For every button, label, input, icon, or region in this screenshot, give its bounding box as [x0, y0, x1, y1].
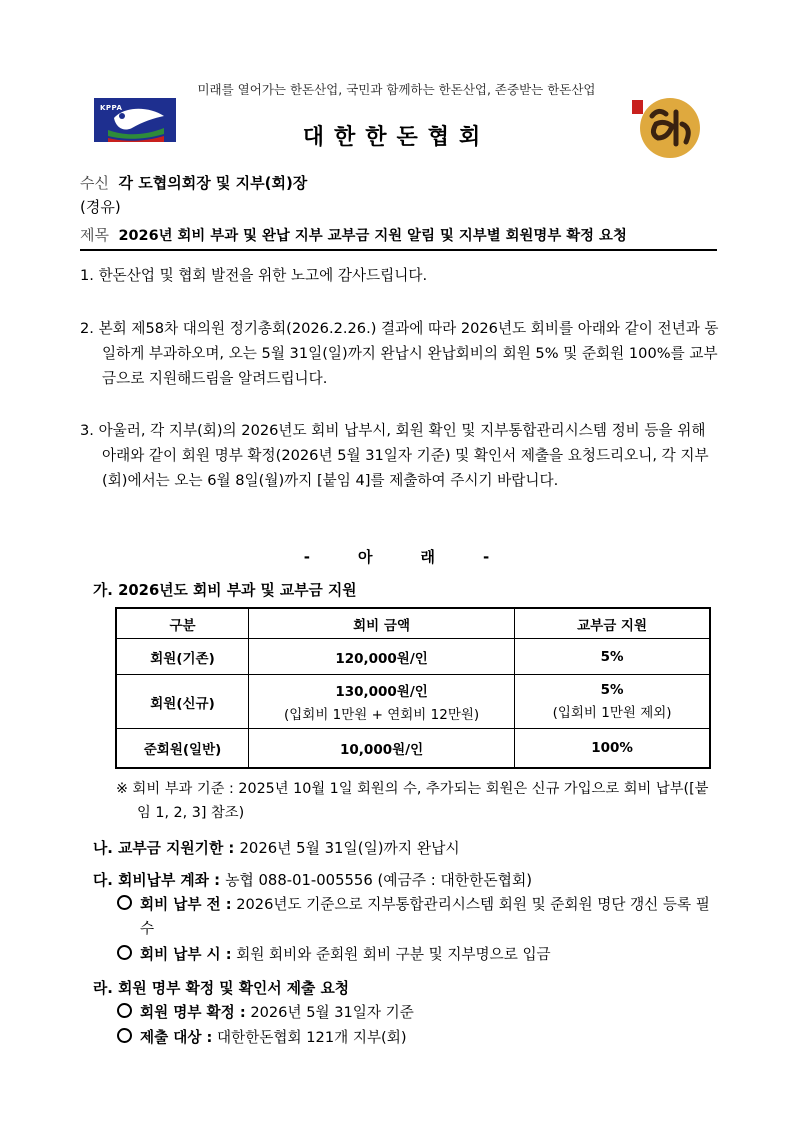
fee-table-header-row: [116, 608, 710, 639]
paragraph-2-text: 2. 본회 제58차 대의원 정기총회(2026.2.26.) 결과에 따라 2026년도 회비를 아래와 같이 전년과 동일하게 부과하오며, 오는 5월 31일(일)까지 완납시 완납회비의 회원 5% 및 준회원 100%를 교부금으로 지원해드림을 알려드립니다.: [80, 320, 719, 387]
fee-cell: 120,000원/인: [249, 639, 515, 675]
member-type-cell: 회원(신규): [116, 675, 249, 729]
fee-basis-note: [116, 777, 718, 825]
fee-table: [115, 607, 711, 769]
circle-bullet-icon: [117, 1028, 132, 1043]
header-slogan: 미래를 열어가는 한돈산업, 국민과 함께하는 한돈산업, 존중받는 한돈산업: [197, 82, 596, 97]
below-char-a: 아: [358, 548, 373, 566]
section-ra-bullet-1: [116, 1001, 719, 1025]
section-ga-title: 가. 2026년도 회비 부과 및 교부금 지원: [93, 582, 357, 599]
below-dash-right: -: [483, 548, 490, 566]
circle-bullet-icon: [117, 945, 132, 960]
grant-amount: 5%: [600, 682, 624, 698]
grant-note: (입회비 1만원 제외): [552, 705, 672, 721]
grant-cell: 5%: [515, 639, 710, 675]
table-row: [116, 675, 710, 729]
section-na: [93, 837, 460, 858]
fee-cell: [249, 675, 515, 729]
section-da-label: 다. 회비납부 계좌 :: [93, 872, 221, 889]
fee-basis-note-text: ※ 회비 부과 기준 : 2025년 10월 1일 회원의 수, 추가되는 회원은 신규 가입으로 회비 납부([붙임 1, 2, 3] 참조): [116, 781, 709, 821]
subject-value: 2026년 회비 부과 및 완납 지부 교부금 지원 알림 및 지부별 회원명부 확정 요청: [118, 228, 627, 244]
subject-label: 제목: [80, 226, 109, 244]
table-row: [116, 729, 710, 769]
section-da: [93, 869, 532, 890]
section-ra-bullet-2: [116, 1026, 719, 1050]
grant-cell: [515, 675, 710, 729]
circle-bullet-icon: [117, 1003, 132, 1018]
recipient-line: [80, 172, 307, 193]
grant-cell: 100%: [515, 729, 710, 769]
paragraph-1: [80, 263, 720, 288]
fee-table-header: 교부금 지원: [515, 608, 710, 639]
org-title: 대한한돈협회: [302, 125, 491, 150]
fee-cell: 10,000원/인: [249, 729, 515, 769]
fee-table-header: 구분: [116, 608, 249, 639]
section-da-value: 농협 088-01-005556 (예금주 : 대한한돈협회): [225, 872, 533, 889]
section-na-label: 나. 교부금 지원기한 :: [93, 840, 235, 857]
bullet-label: 제출 대상 :: [140, 1029, 213, 1046]
section-da-bullet-1: [116, 893, 719, 941]
bullet-text: 대한한돈협회 121개 지부(회): [217, 1029, 407, 1046]
table-row: [116, 639, 710, 675]
fee-amount: 130,000원/인: [335, 684, 428, 700]
bullet-text: 회원 회비와 준회원 회비 구분 및 지부명으로 입금: [236, 946, 551, 963]
paragraph-3-text: 3. 아울러, 각 지부(회)의 2026년도 회비 납부시, 회원 확인 및 지부통합관리시스템 정비 등을 위해 아래와 같이 회원 명부 확정(2026년 5월 31일자 기준) 및 확인서 제출을 요청드리오니, 각 지부(회)에서는 오는 6월 8일(월)까지 [붙임 4]를 제출하여 주시기 바랍니다.: [80, 422, 709, 489]
bullet-label: 회원 명부 확정 :: [140, 1004, 246, 1021]
recipient-value: 각 도협의회장 및 지부(회)장: [118, 174, 308, 192]
via-line: (경유): [80, 198, 121, 216]
paragraph-2: [80, 316, 720, 391]
handon-brand-emblem-icon: [630, 94, 702, 160]
section-ra-title: 라. 회원 명부 확정 및 확인서 제출 요청: [93, 980, 350, 997]
section-na-value: 2026년 5월 31일(일)까지 완납시: [239, 840, 460, 857]
handon-brand-logo: [630, 94, 702, 160]
member-type-cell: 준회원(일반): [116, 729, 249, 769]
subject-line: [80, 224, 627, 245]
below-dash-left: -: [303, 548, 310, 566]
kppa-logo-text: KPPA: [100, 104, 123, 112]
bullet-text: 2026년도 기준으로 지부통합관리시스템 회원 및 준회원 명단 갱신 등록 필수: [140, 896, 710, 937]
below-char-rae: 래: [420, 548, 435, 566]
member-type-cell: 회원(기존): [116, 639, 249, 675]
paragraph-1-text: 1. 한돈산업 및 협회 발전을 위한 노고에 감사드립니다.: [80, 267, 428, 284]
paragraph-3: [80, 418, 720, 493]
fee-table-header: 회비 금액: [249, 608, 515, 639]
subject-divider: [80, 249, 717, 251]
bullet-text: 2026년 5월 31일자 기준: [250, 1004, 414, 1021]
below-heading: [0, 546, 793, 567]
bullet-label: 회비 납부 시 :: [140, 946, 232, 963]
recipient-label: 수신: [80, 174, 109, 192]
circle-bullet-icon: [117, 895, 132, 910]
bullet-label: 회비 납부 전 :: [140, 896, 232, 913]
section-da-bullet-2: [116, 943, 719, 967]
fee-note: (입회비 1만원 + 연회비 12만원): [283, 707, 480, 723]
